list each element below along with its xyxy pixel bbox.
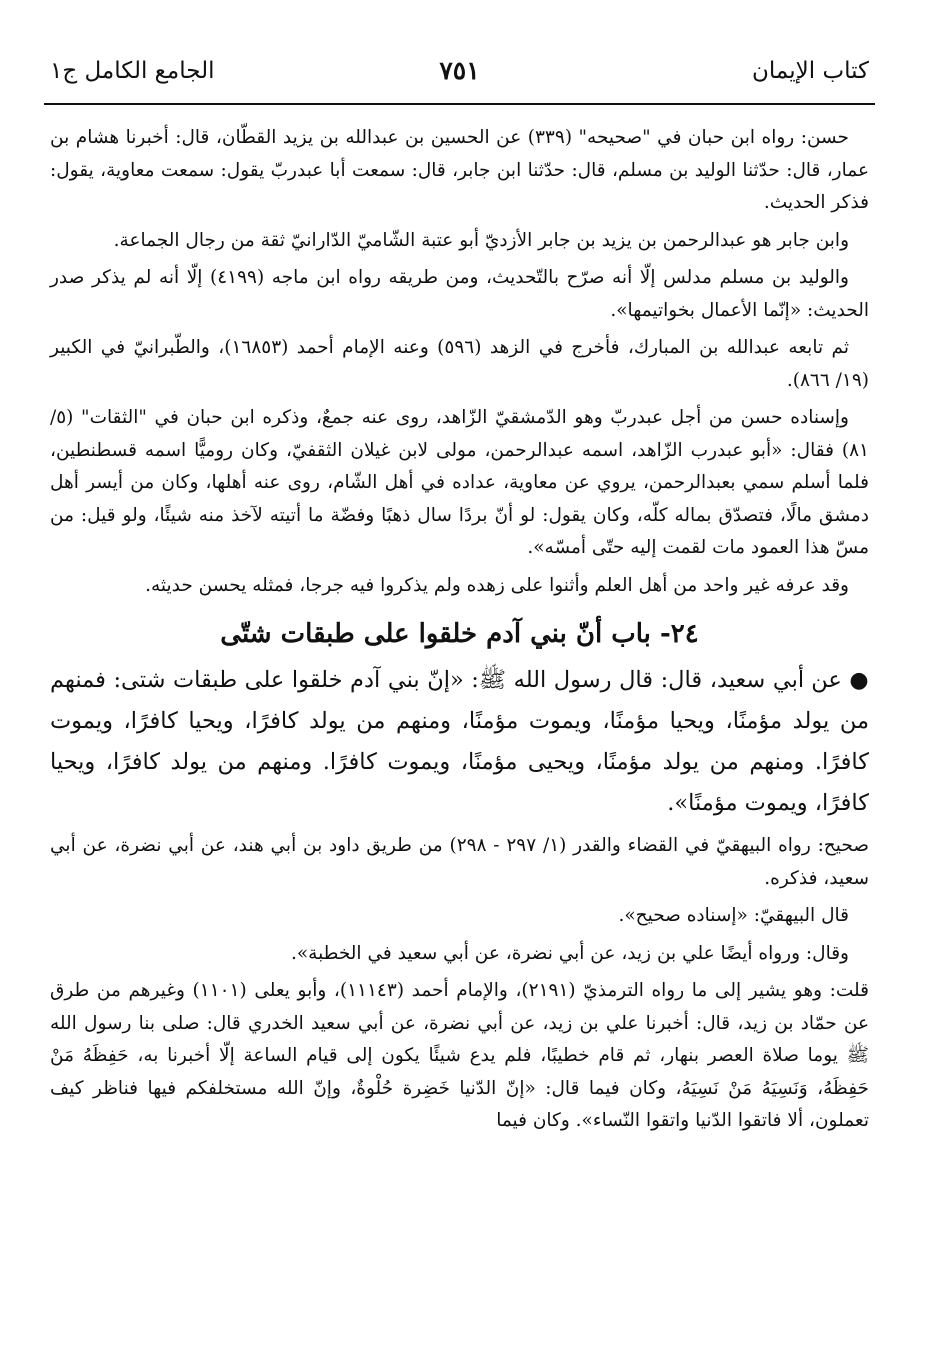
paragraph: والوليد بن مسلم مدلس إلّا أنه صرّح بالتّحديث، ومن طريقه رواه ابن ماجه (٤١٩٩) إلّا أنه لم يذكر صدر الحديث: «إنّما الأعمال بخواتيمها». [50,267,869,321]
paragraph: ثم تابعه عبدالله بن المبارك، فأخرج في الزهد (٥٩٦) وعنه الإمام أحمد (١٦٨٥٣)، والطّبرانيّ في الكبير (١٩/ ٨٦٦). [50,337,869,391]
page-body [50,122,869,1143]
page-header [50,56,869,100]
book-title: كتاب الإيمان [752,58,869,84]
hadith-body: عن أبي سعيد، قال: قال رسول الله ﷺ: «إنّ بني آدم خلقوا على طبقات شتى: فمنهم من يولد مؤمنًا، ويحيا مؤمنًا، ويموت مؤمنًا، ومنهم من يولد كافرًا، ويحيا كافرًا، ويموت كافرًا. ومنهم من يولد مؤمنًا، ويحيى مؤمنًا، ويموت كافرًا. ومنهم من يولد كافرًا، ويحيا كافرًا، ويموت مؤمنًا». [50,667,869,816]
commentary-paragraph: قال البيهقيّ: «إسناده صحيح». [618,905,849,926]
hadith-text [50,660,869,824]
header-rule [44,103,875,105]
page-number: ٧٥١ [439,56,480,85]
commentary-paragraph: قلت: وهو يشير إلى ما رواه الترمذيّ (٢١٩١)، والإمام أحمد (١١١٤٣)، وأبو يعلى (١١٠١) وغيرهم من طرق عن حمّاد بن زيد، قال: أخبرنا علي بن زيد، عن أبي نضرة، عن أبي سعيد الخدري قال: صلى بنا رسول الله ﷺ يوما صلاة العصر بنهار، ثم قام خطيبًا، فلم يدع شيئًا يكون إلى قيام الساعة إلّا أخبرنا به، حَفِظَهُ مَنْ حَفِظَهُ، وَنَسِيَهُ مَنْ نَسِيَهُ، وكان فيما قال: «إنّ الدّنيا خَضِرة حُلْوةٌ، وإنّ الله مستخلفكم فيها فناظر كيف تعملون، ألا فاتقوا الدّنيا واتقوا النّساء». وكان فيما [50,980,869,1131]
commentary-paragraph: وقال: ورواه أيضًا علي بن زيد، عن أبي نضرة، عن أبي سعيد في الخطبة». [290,942,849,964]
chapter-heading: ٢٤- باب أنّ بني آدم خلقوا على طبقات شتّى [220,619,699,649]
commentary-paragraph: صحيح: رواه البيهقيّ في القضاء والقدر (١/ ٢٩٧ - ٢٩٨) من طريق داود بن أبي هند، عن أبي نضرة، عن أبي سعيد، فذكره. [50,835,869,889]
paragraph: وابن جابر هو عبدالرحمن بن يزيد بن جابر الأزديّ أبو عتبة الشّاميّ الدّارانيّ ثقة من رجال الجماعة. [113,229,849,251]
volume-label: الجامع الكامل ج١ [50,58,215,84]
bullet-icon: ● [849,668,869,693]
paragraph: وقد عرفه غير واحد من أهل العلم وأثنوا على زهده ولم يذكروا فيه جرجا، فمثله يحسن حديثه. [145,574,849,596]
paragraph: حسن: رواه ابن حبان في "صحيحه" (٣٣٩) عن الحسين بن عبدالله بن يزيد القطّان، قال: أخبرنا هشام بن عمار، قال: حدّثنا الوليد بن مسلم، قال: حدّثنا ابن جابر، قال: سمعت أبا عبدربّ يقول: سمعت معاوية، يقول: فذكر الحديث. [50,127,869,213]
paragraph: وإسناده حسن من أجل عبدربّ وهو الدّمشقيّ الزّاهد، روى عنه جمعٌ، وذكره ابن حبان في "الثقات" (٥/ ٨١) فقال: «أبو عبدرب الزّاهد، اسمه عبدالرحمن، مولى لابن غيلان الثقفيّ، وكان روميًّا اسمه قسطنطين، فلما أسلم سمي بعبدالرحمن، يروي عن معاوية، عداده في أهل الشّام، روى عنه أهلها، وكان من أيسر أهل دمشق مالًا، فتصدّق بماله كلّه، وكان يقول: لو أنّ بردًا سال ذهبًا وفضّة ما أتيته لآخذ منه شيئًا، ولو قيل: من مسّ هذا العمود مات لقمت إليه حتّى أمسّه». [50,407,869,558]
